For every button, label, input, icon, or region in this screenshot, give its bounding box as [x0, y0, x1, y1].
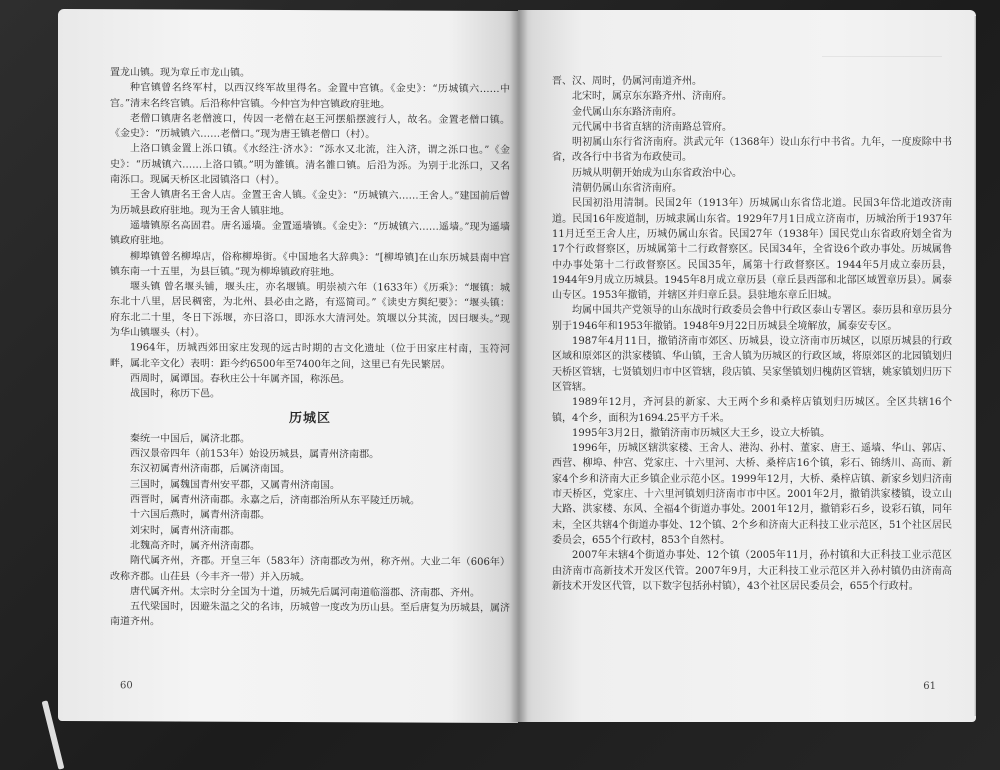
paragraph: 民国初沿用清制。民国2年（1913年）历城属山东省岱北道。民国3年岱北道改济南道。民国16年废道制，历城隶属山东省。1929年7月1日成立济南市，历城治所于1937年11月迁至王舍人庄，历城仍属山东省。民国27年（1938年）国民党山东省政府划全省为17个行政督察区，历城属第十二行政督察区。民国34年，全省设6个政办事处。历城属鲁中办事处第十二行政督察区。民国35年，属第十行政督察区。1944年5月成立泰历县，1944年9月成立历城县。1945年8月成立章历县（章丘县西部和北部区域置章历县）。属泰山专区。1953年撤销，并辖区并归章丘县。县驻地东章丘旧城。 — [552, 198, 952, 302]
right-page-text — [552, 74, 952, 594]
paragraph: 金代属山东东路济南府。 — [572, 106, 682, 118]
page-number-right: 61 — [923, 681, 936, 692]
paragraph: 堰头镇 曾名堰头铺，堰头庄，亦名堰镇。明崇祯六年（1633年）《历乘》：“堰镇：城东北十八里，居民稠密，为北州、县必由之路，有巡简司。”《读史方舆纪要》：“堰头镇：府东北二十里，冬日下泺堰，亦曰洛口，即泺水大清河处。筑堰以分其流，因曰堰头。”现为华山镇堰头（村）。 — [110, 281, 510, 339]
page-stack-edge — [974, 16, 976, 716]
right-page — [518, 10, 976, 722]
paragraph: 柳埠镇曾名柳埠店，俗称柳埠街。《中国地名大辞典》：“[柳埠镇]在山东历城县南中宫镇东南一十五里，为县巨镇。”现为柳埠镇政府驻地。 — [110, 250, 510, 279]
paragraph: 隋代属齐州，齐郡。开皇三年（583年）济南郡改为州，称齐州。大业二年（606年）改称齐郡。山茌县（今丰齐一带）并入历城。 — [110, 555, 510, 583]
paragraph: 西汉景帝四年（前153年）始设历城县，属青州济南郡。 — [130, 448, 380, 461]
paragraph: 东汉初属青州济南郡，后属济南国。 — [130, 463, 290, 476]
paragraph: 1995年3月2日，撤销济南市历城区大王乡，设立大桥镇。 — [572, 427, 831, 439]
paragraph: 十六国后燕时，属青州济南郡。 — [130, 509, 270, 522]
paragraph: 种官镇曾名终军村，以西汉终军故里得名。金置中宫镇。《金史》：“历城镇六……中宫。”清末名终宫镇。后沿称仲宫镇。今仲宫为仲宫镇政府驻地。 — [110, 82, 510, 111]
paragraph: 遥墙镇原名高固君。唐名遥墙。金置遥墙镇。《金史》：“历城镇六……遥墙。”现为遥墙镇政府驻地。 — [110, 220, 510, 247]
paragraph: 秦统一中国后，属济北郡。 — [130, 433, 250, 445]
paragraph: 北魏高齐时，属齐州济南郡。 — [130, 540, 260, 552]
paragraph: 晋、汉、周时，仍属河南道齐州。 — [552, 76, 702, 87]
paragraph: 历城从明朝开始成为山东省政治中心。 — [572, 167, 742, 179]
paragraph: 1987年4月11日，撤销济南市郊区、历城县，设立济南市历城区，以原历城县的行政区域和原郊区的洪家楼镇、华山镇，王舍人镇为历城区的行政区域，将原郊区的北园镇划归天桥区管辖，七贤镇划归市中区管辖，段店镇、吴家堡镇划归槐荫区管辖，姚家镇划归历下区管辖。 — [552, 336, 952, 393]
section-title: 历城区 — [288, 410, 331, 426]
paragraph: 西晋时，属青州济南郡。永嘉之后，济南郡治所从东平陵迁历城。 — [130, 494, 420, 507]
open-book — [58, 10, 976, 722]
paragraph: 北宋时，属京东东路齐州、济南府。 — [572, 91, 732, 103]
paragraph: 元代属中书省直辖的济南路总管府。 — [572, 121, 732, 133]
book-gutter-shadow — [510, 10, 528, 722]
paragraph: 2007年末辖4个街道办事处、12个镇（2005年11月，孙村镇和大正科技工业示范区由济南市高新技术开发区代管。2007年9月，大正科技工业示范区并入孙村镇仍由济南高新技术开发区代管，以下数字包括孙村镇），43个社区居民委员会，655个行政村。 — [552, 550, 952, 592]
left-page-text — [110, 65, 510, 631]
paragraph: 置龙山镇。现为章丘市龙山镇。 — [110, 67, 250, 79]
paragraph: 唐代属齐州。太宗时分全国为十道，历城先后属河南道临淄郡、济南郡、齐州。 — [130, 586, 480, 599]
paragraph: 1989年12月，齐河县的新家、大王两个乡和桑梓店镇划归历城区。全区共辖16个镇，4个乡，面积为1694.25平方千米。 — [552, 397, 952, 424]
paragraph: 清朝仍属山东省济南府。 — [572, 183, 682, 195]
paragraph: 均属中国共产党领导的山东战时行政委员会鲁中行政区泰山专署区。泰历县和章历县分别于1946年和1953年撤销。1948年9月22日历城县全境解放，属泰安专区。 — [552, 305, 952, 332]
page-number-left: 60 — [120, 680, 133, 692]
paragraph: 老僧口镇唐名老僧渡口，传因一老僧在赵王河摆船摆渡行人，故名。金置老僧口镇。《金史》：“历城镇六……老僧口。”现为唐王镇老僧口（村）。 — [110, 113, 510, 141]
left-page — [58, 9, 518, 723]
paragraph: 刘宋时，属青州济南郡。 — [130, 524, 240, 537]
paragraph: 1996年，历城区辖洪家楼、王舍人、港沟、孙村、董家、唐王、遥墙、华山、郭店、西营、柳埠、仲宫、党家庄、十六里河、大桥、桑梓店16个镇，彩石、锦绣川、高而、新家4个乡和济南大正乡镇企业示范小区。1999年12月，大桥、桑梓店镇、新家乡划归济南市天桥区，党家庄、十六里河镇划归济南市市中区。2001年2月，撤销洪家楼镇，设立山大路、洪家楼、东风、全福4个街道办事处。2001年12月，撤销彩石乡，设彩石镇，同年末，全区共辖4个街道办事处、12个镇、2个乡和济南大正科技工业示范区，51个社区居民委员会，655个行政村，853个自然村。 — [552, 443, 952, 546]
paragraph: 战国时，称历下邑。 — [130, 388, 220, 400]
paragraph: 西周时，属谭国。春秋庄公十年属齐国，称泺邑。 — [130, 373, 350, 386]
paragraph: 三国时，属魏国青州安平郡，又属青州济南国。 — [130, 479, 340, 491]
paragraph: 明初属山东行省济南府。洪武元年（1368年）设山东行中书省。九年，一度废除中书省，改各行中书省为布政使司。 — [552, 137, 952, 164]
paragraph: 上洛口镇金置上泺口镇。《水经注·济水》：“泺水又北流，注入济，谓之泺口也。”《金史》：“历城镇六……上洛口镇。”明为雒镇。清名雒口镇。后沿为泺。为别于北泺口，又名南泺口。现属天桥区北园镇洛口（村）。 — [110, 143, 510, 187]
paragraph: 王舍人镇唐名王舍人店。金置王舍人镇。《金史》：“历城镇六……王舍人。”建国前后曾为历城县政府驻地。现为王舍人镇驻地。 — [110, 189, 510, 217]
paragraph: 1964年，历城西郊田家庄发现的远古时期的古文化遗址（位于田家庄村南，玉符河畔，属北辛文化）表明：距今约6500年至7400年之间，这里已有先民繁居。 — [110, 342, 510, 371]
paragraph: 五代梁国时，因避朱温之父的名讳，历城曾一度改为历山县。至后唐复为历城县，属济南道齐州。 — [110, 601, 510, 628]
